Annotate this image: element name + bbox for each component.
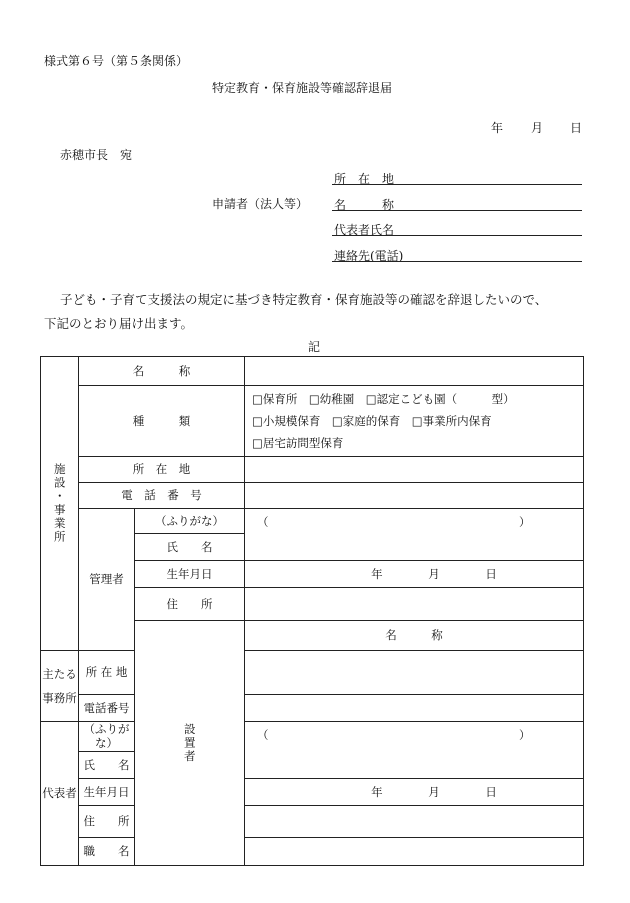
manager-birth-year: 年 [371,566,383,581]
manager-name-field[interactable] [245,509,584,561]
rep-name-label: 氏 名 [79,751,135,778]
office-address-label: 所 在 地 [79,651,135,695]
manager-birth-label: 生年月日 [135,561,245,588]
facility-phone-label: 電 話 番 号 [79,483,245,509]
addressee: 赤穂市長 宛 [60,148,133,162]
manager-paren-close: ） [519,515,531,529]
office-address-row [41,651,584,695]
facility-phone-field[interactable] [245,483,584,509]
manager-birth-month: 月 [428,566,440,581]
rep-furigana-label: （ふりがな） [79,722,135,752]
facility-type-options[interactable] [245,386,584,457]
facility-phone-row [41,483,584,509]
manager-birth-field[interactable] [245,561,584,588]
applicant-label: 申請者（法人等） [212,197,309,211]
document-title: 特定教育・保育施設等確認辞退届 [212,81,393,95]
facility-section-label: 施設・事業所 [41,357,79,651]
rep-name-field[interactable] [245,722,584,779]
applicant-name-label: 名 称 [334,198,395,212]
rep-position-row [41,837,584,865]
establisher-name-label: 名 称 [245,621,584,651]
office-phone-field[interactable] [245,695,584,722]
applicant-address-line[interactable] [332,184,582,185]
rep-residence-label: 住 所 [79,805,135,837]
office-phone-label: 電話番号 [79,695,135,722]
rep-paren-close: ） [519,728,531,742]
applicant-address-label: 所 在 地 [334,172,395,186]
applicant-representative-line[interactable] [332,235,582,236]
body-line-1: 子ども・子育て支援法の規定に基づき特定教育・保育施設等の確認を辞退したいので、 [60,292,548,307]
facility-address-field[interactable] [245,457,584,483]
facility-type-row [41,386,584,457]
rep-furigana-row [41,722,584,752]
applicant-name-line[interactable] [332,210,582,211]
facility-type-options-row-2[interactable]: □小規模保育 □家庭的保育 □事業所内保育 [252,414,492,428]
manager-paren-open: （ [257,515,269,529]
rep-birth-field[interactable] [245,778,584,805]
date-year-label: 年 [491,121,504,135]
facility-type-options-row-1[interactable]: □保育所 □幼稚園 □認定こども園（ 型） [252,392,515,406]
rep-residence-field[interactable] [245,805,584,837]
rep-birth-label: 生年月日 [79,778,135,805]
facility-name-field[interactable] [245,357,584,386]
office-address-field[interactable] [245,651,584,695]
rep-label: 代表者 [41,722,79,866]
ki-label: 記 [308,340,321,354]
rep-residence-row [41,805,584,837]
applicant-representative-label: 代表者氏名 [334,223,395,237]
manager-label: 管理者 [79,509,135,651]
facility-type-label: 種 類 [79,386,245,457]
applicant-contact-label: 連絡先(電話) [334,249,404,263]
rep-position-label: 職 名 [79,837,135,865]
facility-name-label: 名 称 [79,357,245,386]
date-month-label: 月 [531,121,544,135]
rep-birth-year: 年 [371,784,383,799]
rep-paren-open: （ [257,728,269,742]
manager-residence-field[interactable] [245,588,584,621]
facility-address-label: 所 在 地 [79,457,245,483]
date-day-label: 日 [570,121,583,135]
body-line-2: 下記のとおり届け出ます。 [44,316,194,331]
rep-birth-row [41,778,584,805]
facility-address-row [41,457,584,483]
applicant-contact-line[interactable] [332,261,582,262]
form-number: 様式第６号（第５条関係） [44,54,189,68]
office-label-line-2: 事務所 [42,691,77,705]
form-table [40,356,584,866]
manager-furigana-row [41,509,584,534]
manager-name-label: 氏 名 [135,534,245,561]
rep-birth-month: 月 [428,784,440,799]
office-label [41,651,79,722]
manager-birth-day: 日 [485,566,497,581]
establisher-section-label: 設置者 [135,621,245,866]
rep-birth-day: 日 [485,784,497,799]
manager-residence-label: 住 所 [135,588,245,621]
rep-position-field[interactable] [245,837,584,865]
office-label-line-1: 主たる [42,666,77,681]
office-phone-row [41,695,584,722]
facility-type-options-row-3[interactable]: □居宅訪問型保育 [252,436,344,450]
facility-name-row [41,357,584,386]
manager-furigana-label: （ふりがな） [135,509,245,534]
